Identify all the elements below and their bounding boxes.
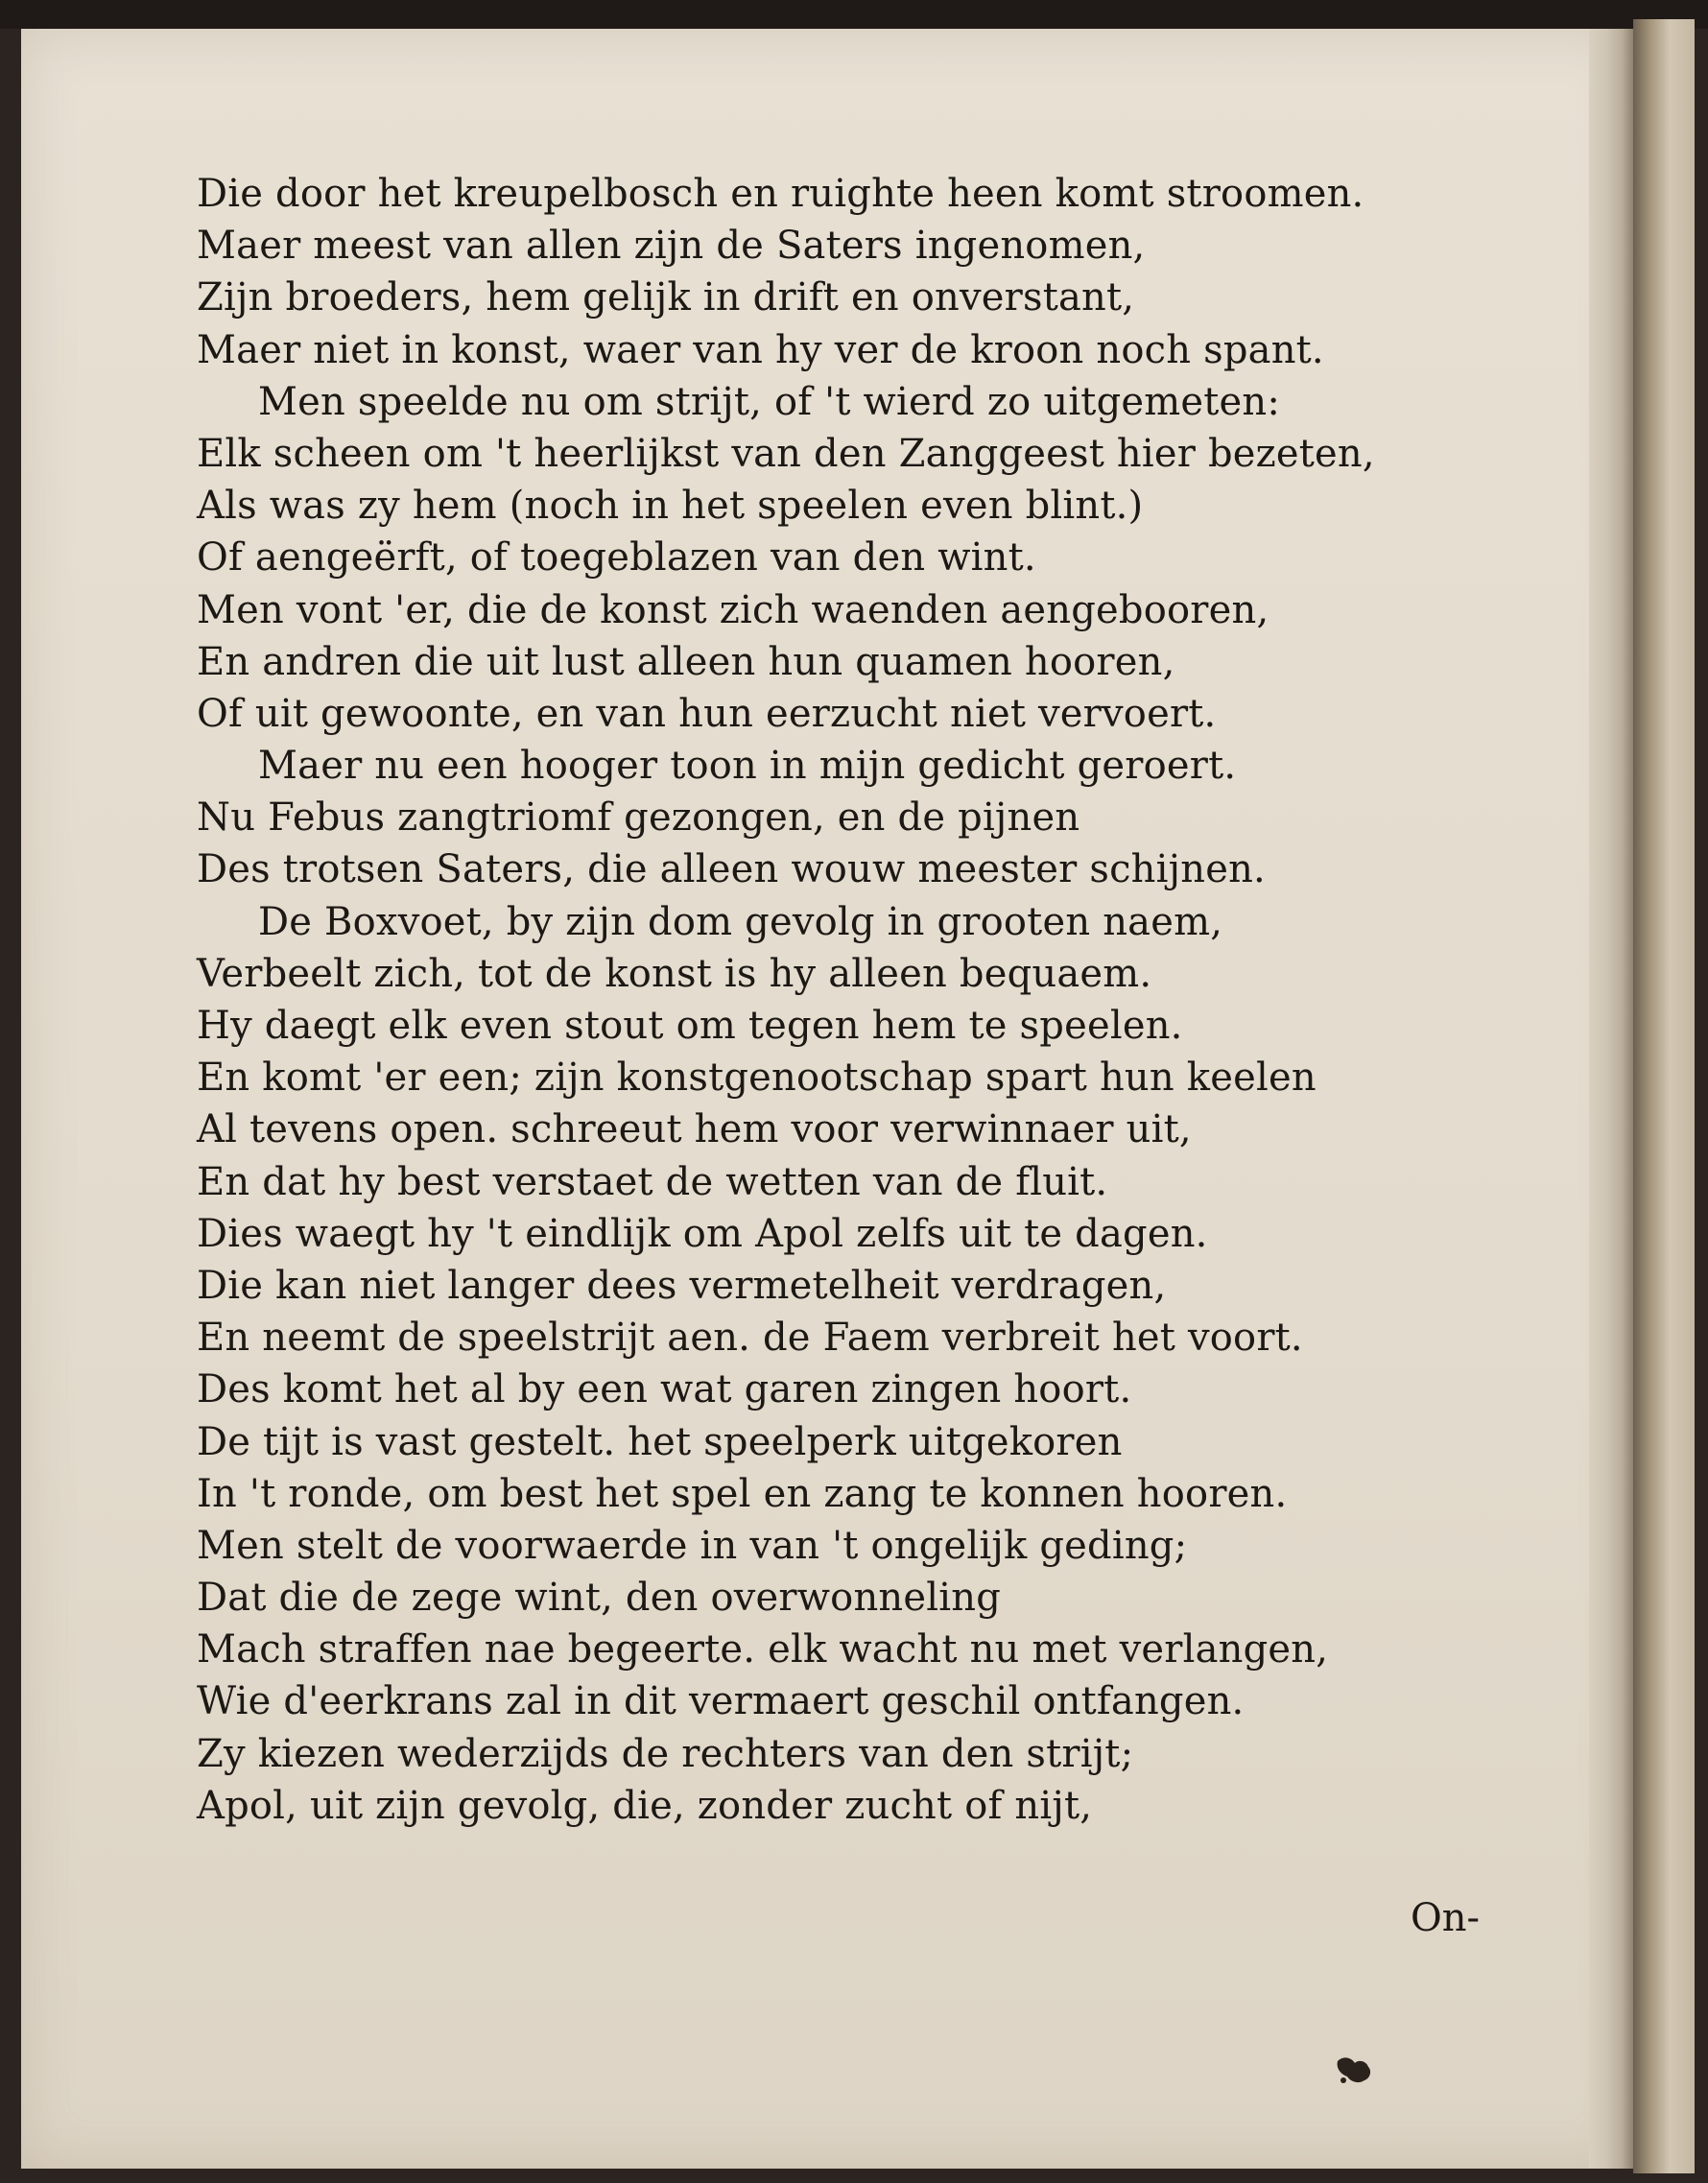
poem-line: En komt 'er een; zijn konstgenootschap spart hun keelen [197,1056,1317,1101]
poem-line: En neemt de speelstrijt aen. de Faem verbreit het voort. [197,1316,1303,1361]
poem-line: Des komt het al by een wat garen zingen hoort. [197,1367,1132,1412]
poem-line: Als was zy hem (noch in het speelen even blint.) [197,484,1144,529]
poem-line: Wie d'eerkrans zal in dit vermaert geschil ontfangen. [197,1679,1245,1724]
poem-line: Des trotsen Saters, die alleen wouw meester schijnen. [197,847,1266,892]
poem-line: En dat hy best verstaet de wetten van de fluit. [197,1159,1108,1204]
poem-line: Maer nu een hooger toon in mijn gedicht geroert. [258,744,1237,789]
poem-line: Dies waegt hy 't eindlijk om Apol zelfs uit te dagen. [197,1211,1208,1256]
poem-line: Nu Febus zangtriomf gezongen, en de pijnen [197,795,1080,841]
poem-line: Elk scheen om 't heerlijkst van den Zanggeest hier bezeten, [197,431,1375,476]
poem-line: Zijn broeders, hem gelijk in drift en onverstant, [197,275,1135,320]
poem-line: Of aengeërft, of toegeblazen van den wint. [197,535,1036,581]
poem-line: De Boxvoet, by zijn dom gevolg in grooten naem, [258,899,1223,944]
poem-line: Verbeelt zich, tot de konst is hy alleen bequaem. [197,951,1152,996]
poem-line: Mach straffen nae begeerte. elk wacht nu met verlangen, [197,1627,1329,1673]
poem-line: Men vont 'er, die de konst zich waenden aengebooren, [197,587,1269,632]
poem-line: De tijt is vast gestelt. het speelperk uitgekoren [197,1419,1123,1464]
poem-line: Apol, uit zijn gevolg, die, zonder zucht of nijt, [197,1783,1093,1828]
poem-line: Men stelt de voorwaerde in van 't ongelijk geding; [197,1523,1188,1568]
scan-top-shadow [0,0,1708,29]
poem-line: Hy daegt elk even stout om tegen hem te speelen. [197,1004,1183,1048]
poem-line: En andren die uit lust alleen hun quamen hooren, [197,639,1175,684]
poem-line: Men speelde nu om strijt, of 't wierd zo uitgemeten: [258,379,1281,424]
page-right-edge [1589,29,1633,2169]
poem-line: Die door het kreupelbosch en ruighte heen komt stroomen. [197,172,1364,216]
poem-line: Maer niet in konst, waer van hy ver de kroon noch spant. [197,327,1324,372]
ink-stain-mark [1334,2052,1376,2088]
poem-line: In 't ronde, om best het spel en zang te konnen hooren. [197,1471,1288,1516]
next-leaf-edge [1633,19,1695,2173]
poem-line: Al tevens open. schreeut hem voor verwinnaer uit, [197,1107,1192,1152]
catchword: On- [1411,1896,1481,1940]
poem-line: Die kan niet langer dees vermetelheit verdragen, [197,1263,1167,1308]
poem-text [197,168,1483,1832]
poem-line: Maer meest van allen zijn de Saters ingenomen, [197,224,1146,269]
poem-line: Dat die de zege wint, den overwonneling [197,1576,1002,1621]
poem-line: Zy kiezen wederzijds de rechters van den strijt; [197,1731,1134,1776]
poem-line: Of uit gewoonte, en van hun eerzucht niet vervoert. [197,691,1217,736]
